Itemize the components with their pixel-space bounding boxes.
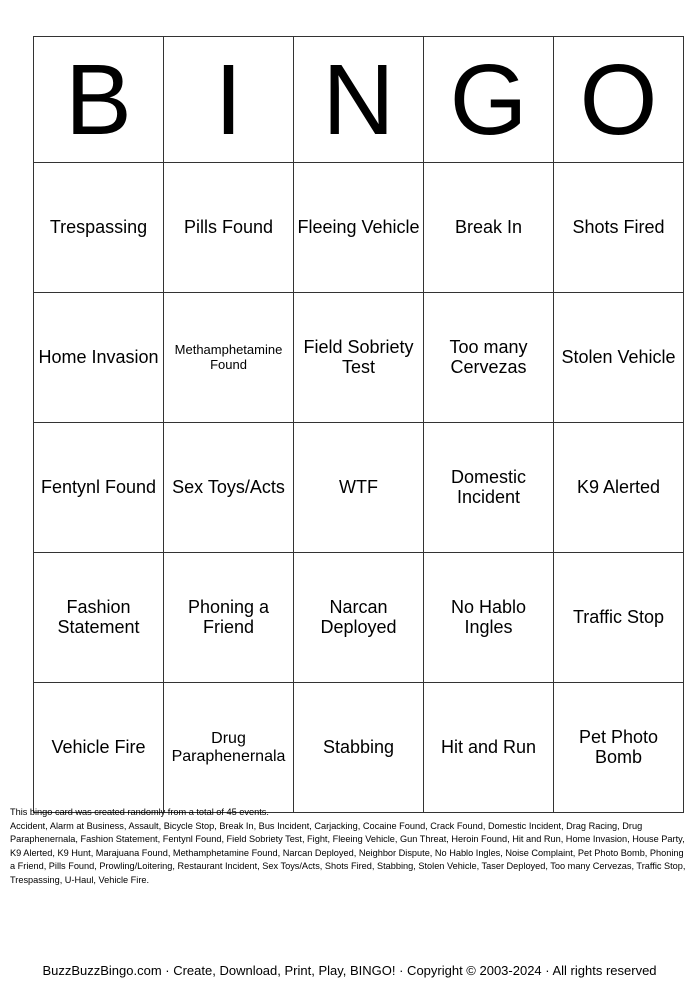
bingo-cell: Stolen Vehicle (554, 293, 684, 423)
card-row-1 (34, 163, 684, 293)
bingo-cell: Shots Fired (554, 163, 684, 293)
header-letter-b: B (34, 37, 164, 163)
bingo-cell: Field Sobriety Test (294, 293, 424, 423)
bingo-cell: Home Invasion (34, 293, 164, 423)
bingo-cell: Narcan Deployed (294, 553, 424, 683)
header-letter-n: N (294, 37, 424, 163)
bingo-cell: Trespassing (34, 163, 164, 293)
card-row-5 (34, 683, 684, 813)
bingo-cell: Fleeing Vehicle (294, 163, 424, 293)
header-letter-o: O (554, 37, 684, 163)
card-row-4 (34, 553, 684, 683)
card-row-3 (34, 423, 684, 553)
bingo-cell: Domestic Incident (424, 423, 554, 553)
bingo-cell: Drug Paraphenernala (164, 683, 294, 813)
event-list-info (10, 806, 690, 887)
bingo-cell: Vehicle Fire (34, 683, 164, 813)
bingo-cell: Stabbing (294, 683, 424, 813)
bingo-cell: Fentynl Found (34, 423, 164, 553)
header-row (34, 37, 684, 163)
bingo-cell: WTF (294, 423, 424, 553)
bingo-cell: Too many Cervezas (424, 293, 554, 423)
bingo-cell: Sex Toys/Acts (164, 423, 294, 553)
event-list: Accident, Alarm at Business, Assault, Bicycle Stop, Break In, Bus Incident, Carjacking, Cocaine Found, Crack Found, Domestic Incident, Drag Racing, Drug Paraphenernala, Fashion Statement, Fentynl Found, Field Sobriety Test, Fight, Fleeing Vehicle, Gun Threat, Heroin Found, Hit and Run, Home Invasion, House Party, K9 Alerted, K9 Hunt, Marajuana Found, Methamphetamine Found, Narcan Deployed, Neighbor Dispute, No Hablo Ingles, Noise Complaint, Pet Photo Bomb, Phoning a Friend, Pills Found, Prowling/Loitering, Restaurant Incident, Sex Toys/Acts, Shots Fired, Stabbing, Stolen Vehicle, Taser Deployed, Too many Cervezas, Traffic Stop, Trespassing, U-Haul, Vehicle Fire. (10, 820, 686, 885)
bingo-cell: Break In (424, 163, 554, 293)
footer-text: BuzzBuzzBingo.com · Create, Download, Print, Play, BINGO! · Copyright © 2003-2024 · All rights reserved (42, 963, 657, 978)
card-row-2 (34, 293, 684, 423)
bingo-card (33, 36, 684, 813)
bingo-cell: Methamphetamine Found (164, 293, 294, 423)
bingo-cell: Pet Photo Bomb (554, 683, 684, 813)
bingo-cell: Traffic Stop (554, 553, 684, 683)
event-summary: This bingo card was created randomly from a total of 45 events. (10, 807, 269, 817)
header-letter-i: I (164, 37, 294, 163)
bingo-cell: Phoning a Friend (164, 553, 294, 683)
bingo-cell: Fashion Statement (34, 553, 164, 683)
bingo-cell: Pills Found (164, 163, 294, 293)
bingo-cell: No Hablo Ingles (424, 553, 554, 683)
bingo-cell: K9 Alerted (554, 423, 684, 553)
header-letter-g: G (424, 37, 554, 163)
bingo-cell: Hit and Run (424, 683, 554, 813)
